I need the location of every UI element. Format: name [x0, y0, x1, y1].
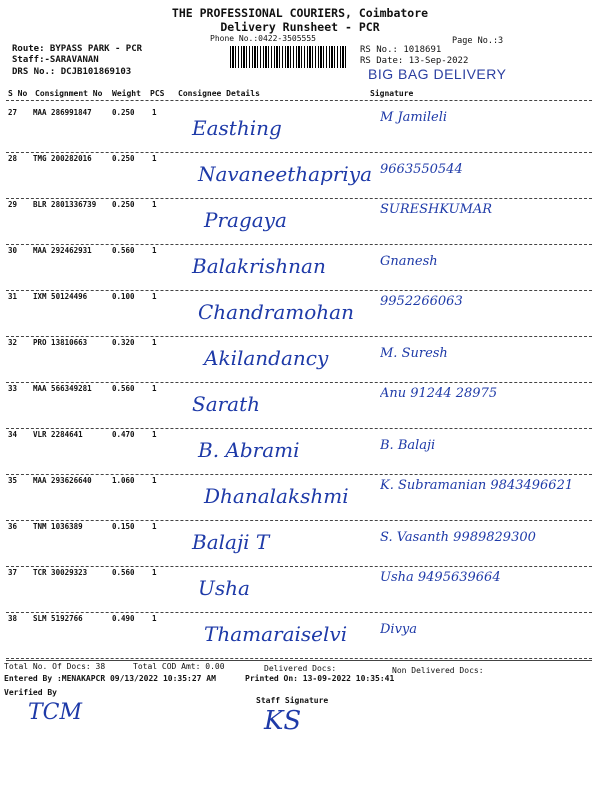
col-signature: Signature: [370, 89, 414, 98]
row-signature-handwritten: Anu 91244 28975: [380, 386, 498, 401]
row-weight: 0.250: [112, 108, 135, 117]
row-signature-handwritten: 9663550544: [380, 162, 463, 177]
row-consignment: MAA 286991847: [33, 108, 92, 117]
route: Route: BYPASS PARK - PCR: [12, 44, 143, 54]
row-divider: [6, 612, 592, 613]
row-signature-handwritten: B. Balaji: [380, 438, 436, 453]
footer-divider: [6, 660, 592, 661]
row-sno: 31: [8, 292, 18, 301]
row-pcs: 1: [152, 614, 157, 623]
row-pcs: 1: [152, 430, 157, 439]
row-signature-handwritten: K. Subramanian 9843496621: [380, 478, 574, 493]
row-signature-handwritten: S. Vasanth 9989829300: [380, 530, 536, 545]
row-weight: 0.560: [112, 384, 135, 393]
row-signature-handwritten: M Jamileli: [380, 110, 448, 125]
company-name: THE PROFESSIONAL COURIERS, Coimbatore: [171, 6, 429, 20]
row-consignee-handwritten: Chandramohan: [198, 300, 354, 324]
rs-number: RS No.: 1018691: [360, 45, 442, 55]
row-pcs: 1: [152, 292, 157, 301]
row-signature-handwritten: 9952266063: [380, 294, 463, 309]
company-title: [0, 6, 600, 34]
row-weight: 0.470: [112, 430, 135, 439]
row-consignment: MAA 293626640: [33, 476, 92, 485]
row-consignee-handwritten: Thamaraiselvi: [204, 622, 348, 646]
row-sno: 29: [8, 200, 18, 209]
page-number: Page No.:3: [452, 36, 504, 46]
row-sno: 37: [8, 568, 18, 577]
row-pcs: 1: [152, 522, 157, 531]
row-sno: 35: [8, 476, 18, 485]
row-sno: 32: [8, 338, 18, 347]
row-consignment: TMG 200282016: [33, 154, 92, 163]
non-delivered-docs: Non Delivered Docs:: [392, 666, 484, 675]
row-signature-handwritten: M. Suresh: [380, 346, 448, 361]
row-consignment: IXM 50124496: [33, 292, 88, 301]
row-divider: [6, 658, 592, 659]
printed-on: Printed On: 13-09-2022 10:35:41: [245, 674, 395, 683]
total-cod: Total COD Amt: 0.00: [133, 662, 225, 671]
row-weight: 0.490: [112, 614, 135, 623]
verified-by-label: Verified By: [4, 688, 57, 697]
row-consignee-handwritten: Dhanalakshmi: [204, 484, 349, 508]
row-sno: 28: [8, 154, 18, 163]
row-sno: 27: [8, 108, 18, 117]
row-weight: 0.250: [112, 154, 135, 163]
row-divider: [6, 566, 592, 567]
row-consignee-handwritten: B. Abrami: [198, 438, 300, 462]
row-consignee-handwritten: Balakrishnan: [192, 254, 326, 278]
row-divider: [6, 520, 592, 521]
row-weight: 0.250: [112, 200, 135, 209]
staff-signature: KS: [264, 706, 302, 736]
col-consignment: Consignment No: [35, 89, 103, 98]
phone-number: Phone No.:0422-3505555: [210, 34, 316, 43]
row-weight: 1.060: [112, 476, 135, 485]
row-consignment: MAA 292462931: [33, 246, 92, 255]
row-pcs: 1: [152, 108, 157, 117]
row-pcs: 1: [152, 568, 157, 577]
col-sno: S No: [8, 89, 28, 98]
document-title: Delivery Runsheet - PCR: [220, 20, 380, 34]
row-weight: 0.320: [112, 338, 135, 347]
row-divider: [6, 152, 592, 153]
row-weight: 0.150: [112, 522, 135, 531]
row-pcs: 1: [152, 200, 157, 209]
col-weight: Weight: [112, 89, 141, 98]
staff: Staff:-SARAVANAN: [12, 55, 99, 65]
entered-by: Entered By :MENAKAPCR 09/13/2022 10:35:27 AM: [4, 674, 216, 683]
row-consignee-handwritten: Pragaya: [204, 208, 287, 232]
row-sno: 36: [8, 522, 18, 531]
row-consignment: VLR 2284641: [33, 430, 83, 439]
row-divider: [6, 198, 592, 199]
row-signature-handwritten: Divya: [380, 622, 418, 637]
big-bag-stamp: BIG BAG DELIVERY: [368, 66, 507, 82]
row-pcs: 1: [152, 476, 157, 485]
row-consignment: MAA 566349281: [33, 384, 92, 393]
row-sno: 38: [8, 614, 18, 623]
row-consignee-handwritten: Easthing: [192, 116, 282, 140]
row-consignee-handwritten: Sarath: [192, 392, 261, 416]
row-weight: 0.100: [112, 292, 135, 301]
row-consignment: BLR 2801336739: [33, 200, 97, 209]
row-sno: 33: [8, 384, 18, 393]
total-docs: Total No. Of Docs: 38: [4, 662, 106, 671]
header-divider: [6, 100, 592, 101]
row-sno: 34: [8, 430, 18, 439]
barcode: [230, 46, 348, 68]
row-consignment: PRO 13810663: [33, 338, 88, 347]
row-weight: 0.560: [112, 568, 135, 577]
row-pcs: 1: [152, 338, 157, 347]
row-consignment: TCR 30029323: [33, 568, 88, 577]
row-divider: [6, 336, 592, 337]
row-consignee-handwritten: Balaji T: [192, 530, 270, 554]
staff-signature-label: Staff Signature: [256, 696, 329, 705]
row-consignee-handwritten: Usha: [198, 576, 250, 600]
row-divider: [6, 428, 592, 429]
row-divider: [6, 290, 592, 291]
rs-date: RS Date: 13-Sep-2022: [360, 56, 469, 66]
row-consignment: SLM 5192766: [33, 614, 83, 623]
row-pcs: 1: [152, 246, 157, 255]
row-consignment: TNM 1036389: [33, 522, 83, 531]
col-pcs: PCS: [150, 89, 165, 98]
verified-by-signature: TCM: [28, 700, 83, 725]
row-signature-handwritten: Gnanesh: [380, 254, 438, 269]
row-consignee-handwritten: Navaneethapriya: [198, 162, 373, 186]
row-consignee-handwritten: Akilandancy: [204, 346, 329, 370]
row-divider: [6, 474, 592, 475]
row-pcs: 1: [152, 154, 157, 163]
drs-number: DRS No.: DCJB101869103: [12, 67, 132, 77]
delivered-docs: Delivered Docs:: [264, 664, 337, 673]
row-pcs: 1: [152, 384, 157, 393]
row-signature-handwritten: SURESHKUMAR: [380, 202, 493, 217]
row-sno: 30: [8, 246, 18, 255]
row-weight: 0.560: [112, 246, 135, 255]
row-signature-handwritten: Usha 9495639664: [380, 570, 501, 585]
row-divider: [6, 244, 592, 245]
col-consignee: Consignee Details: [178, 89, 260, 98]
row-divider: [6, 382, 592, 383]
